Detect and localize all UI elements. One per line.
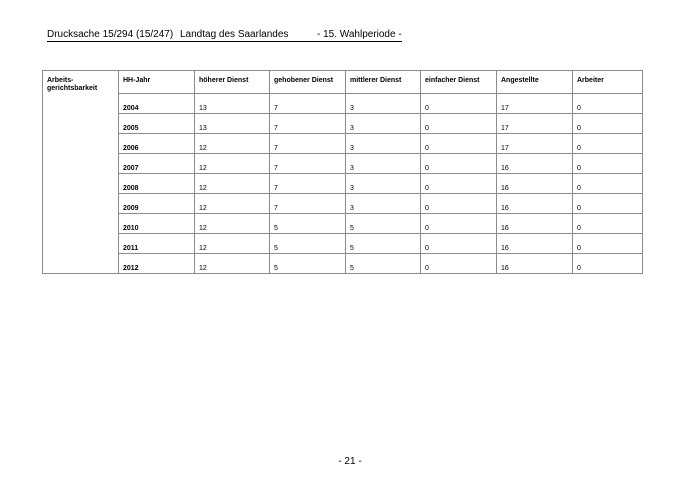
- column-header-year: HH-Jahr: [119, 71, 195, 94]
- legislative-period: - 15. Wahlperiode -: [317, 29, 402, 40]
- group-label: Arbeits- gerichtsbarkeit: [47, 77, 98, 92]
- value-cell: 7: [270, 133, 346, 153]
- table-header-row: [43, 71, 643, 94]
- page-number: - 21 -: [338, 456, 362, 467]
- value-cell: 3: [346, 173, 421, 193]
- column-header-einfacher: einfacher Dienst: [421, 71, 497, 94]
- value-cell: 17: [497, 113, 573, 133]
- year-cell: 2008: [119, 173, 195, 193]
- value-cell: 13: [195, 93, 270, 113]
- value-cell: 5: [346, 233, 421, 253]
- staffing-table: [42, 70, 643, 274]
- value-cell: 17: [497, 133, 573, 153]
- value-cell: 12: [195, 173, 270, 193]
- value-cell: 16: [497, 213, 573, 233]
- value-cell: 0: [421, 213, 497, 233]
- column-header-arbeiter: Arbeiter: [573, 71, 643, 94]
- value-cell: 12: [195, 233, 270, 253]
- value-cell: 5: [270, 253, 346, 273]
- value-cell: 0: [573, 173, 643, 193]
- value-cell: 5: [270, 213, 346, 233]
- value-cell: 0: [573, 93, 643, 113]
- table-row: [43, 153, 643, 173]
- value-cell: 0: [573, 133, 643, 153]
- year-cell: 2004: [119, 93, 195, 113]
- value-cell: 0: [421, 233, 497, 253]
- value-cell: 12: [195, 133, 270, 153]
- year-cell: 2007: [119, 153, 195, 173]
- value-cell: 0: [421, 193, 497, 213]
- value-cell: 17: [497, 93, 573, 113]
- value-cell: 3: [346, 93, 421, 113]
- value-cell: 3: [346, 193, 421, 213]
- table-row: [43, 173, 643, 193]
- value-cell: 0: [421, 133, 497, 153]
- value-cell: 7: [270, 113, 346, 133]
- value-cell: 5: [346, 253, 421, 273]
- table-row: [43, 253, 643, 273]
- value-cell: 5: [346, 213, 421, 233]
- table-row: [43, 193, 643, 213]
- value-cell: 16: [497, 253, 573, 273]
- year-cell: 2012: [119, 253, 195, 273]
- year-cell: 2006: [119, 133, 195, 153]
- column-header-angestellte: Angestellte: [497, 71, 573, 94]
- value-cell: 0: [573, 153, 643, 173]
- column-header-mittlerer: mittlerer Dienst: [346, 71, 421, 94]
- value-cell: 0: [421, 253, 497, 273]
- value-cell: 7: [270, 93, 346, 113]
- value-cell: 12: [195, 213, 270, 233]
- value-cell: 5: [270, 233, 346, 253]
- table-row: [43, 233, 643, 253]
- value-cell: 12: [195, 253, 270, 273]
- value-cell: 7: [270, 173, 346, 193]
- value-cell: 3: [346, 133, 421, 153]
- value-cell: 0: [421, 153, 497, 173]
- value-cell: 3: [346, 113, 421, 133]
- value-cell: 0: [421, 113, 497, 133]
- column-header-hoeherer: höherer Dienst: [195, 71, 270, 94]
- value-cell: 0: [573, 253, 643, 273]
- year-cell: 2011: [119, 233, 195, 253]
- year-cell: 2010: [119, 213, 195, 233]
- value-cell: 0: [573, 233, 643, 253]
- column-header-gehobener: gehobener Dienst: [270, 71, 346, 94]
- year-cell: 2009: [119, 193, 195, 213]
- value-cell: 12: [195, 193, 270, 213]
- value-cell: 7: [270, 153, 346, 173]
- table-row: [43, 213, 643, 233]
- value-cell: 0: [421, 173, 497, 193]
- value-cell: 0: [573, 193, 643, 213]
- value-cell: 16: [497, 233, 573, 253]
- group-spacer-cell: [43, 93, 119, 273]
- document-reference: Drucksache 15/294 (15/247): [47, 29, 174, 40]
- value-cell: 16: [497, 193, 573, 213]
- value-cell: 12: [195, 153, 270, 173]
- value-cell: 0: [573, 113, 643, 133]
- value-cell: 13: [195, 113, 270, 133]
- table-row: [43, 113, 643, 133]
- value-cell: 3: [346, 153, 421, 173]
- parliament-name: Landtag des Saarlandes: [180, 29, 289, 40]
- group-header-cell: [43, 71, 119, 94]
- document-header: [47, 29, 402, 42]
- value-cell: 0: [573, 213, 643, 233]
- table-row: [43, 93, 643, 113]
- value-cell: 16: [497, 153, 573, 173]
- year-cell: 2005: [119, 113, 195, 133]
- value-cell: 16: [497, 173, 573, 193]
- table-row: [43, 133, 643, 153]
- value-cell: 7: [270, 193, 346, 213]
- value-cell: 0: [421, 93, 497, 113]
